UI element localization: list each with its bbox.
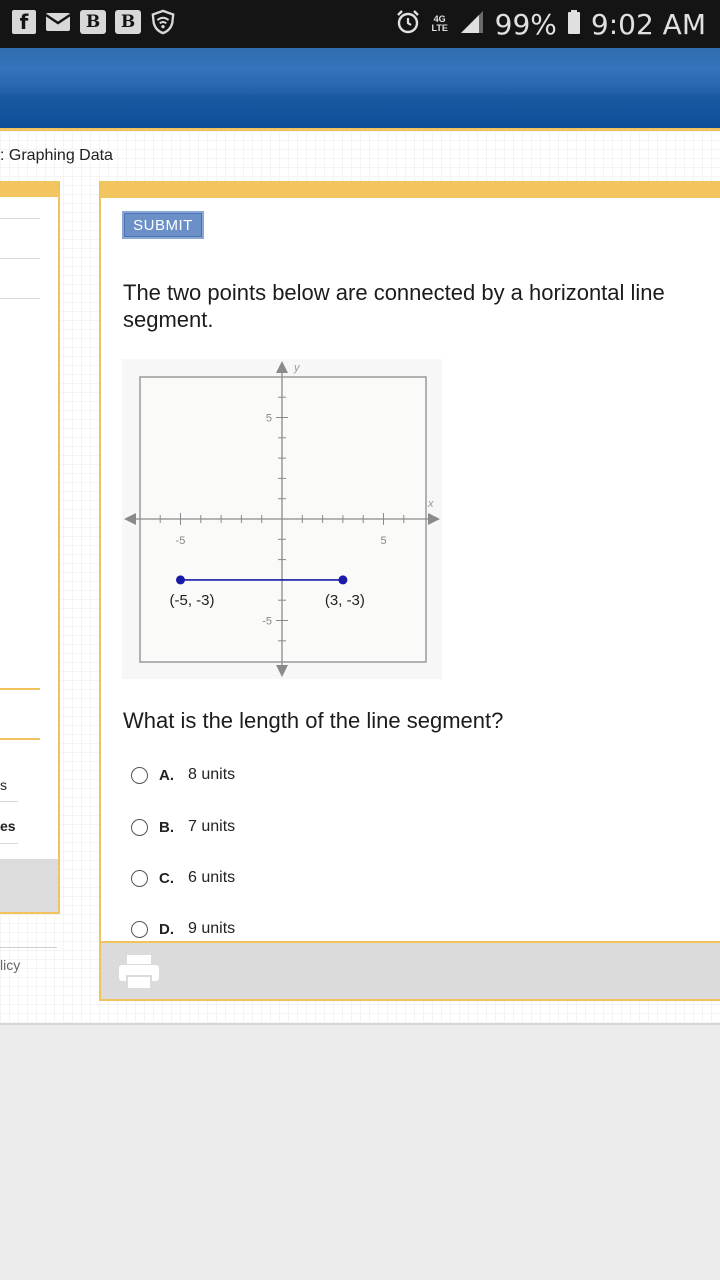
choice-text: 7 units (188, 818, 236, 835)
divider (0, 258, 40, 259)
y-tick-label: 5 (265, 412, 272, 425)
network-type: 4G LTE (431, 14, 448, 33)
radio-button[interactable] (131, 870, 148, 887)
radio-button[interactable] (131, 819, 148, 836)
facebook-icon: f (12, 10, 36, 34)
breadcrumb[interactable]: : Graphing Data (0, 147, 113, 164)
answer-choice-b[interactable] (131, 816, 235, 838)
choice-text: 6 units (188, 869, 236, 886)
print-icon[interactable] (118, 954, 160, 990)
x-tick-label: -5 (175, 535, 186, 547)
data-point (338, 575, 347, 584)
panel-footer (101, 941, 720, 999)
battery-icon (567, 9, 581, 40)
radio-button[interactable] (131, 767, 148, 784)
answer-choice-a[interactable] (131, 764, 235, 786)
y-tick-label: -5 (262, 615, 272, 628)
b-app-icon: B (80, 10, 106, 34)
divider (0, 218, 40, 219)
divider (0, 843, 18, 844)
point-label: (3, -3) (324, 591, 365, 609)
privacy-policy-link[interactable]: licy (0, 957, 21, 973)
sidebar-footer (0, 859, 58, 912)
divider (0, 298, 40, 299)
x-axis-label: x (428, 498, 434, 510)
sidebar-header (0, 181, 58, 197)
mail-icon (45, 9, 71, 35)
wifi-shield-icon (150, 9, 176, 35)
choice-letter: C. (159, 869, 174, 887)
site-header-banner (0, 48, 720, 128)
notification-icons (12, 9, 176, 35)
choice-letter: D. (159, 920, 174, 938)
battery-percent: 99% (494, 7, 557, 41)
answer-choice-c[interactable] (131, 867, 235, 889)
x-tick-label: 5 (380, 535, 387, 547)
question-follow-up: What is the length of the line segment? (123, 708, 504, 733)
divider (0, 801, 18, 802)
divider (0, 738, 40, 740)
choice-text: 8 units (188, 766, 236, 783)
data-point (176, 575, 185, 584)
y-axis-label: y (294, 362, 300, 374)
choice-letter: B. (159, 818, 174, 836)
divider (0, 947, 57, 948)
answer-choice-d[interactable] (131, 918, 235, 940)
signal-icon (459, 9, 485, 40)
coordinate-graph (122, 359, 442, 679)
left-sidebar (0, 181, 60, 914)
clock: 9:02 AM (590, 7, 706, 41)
choice-text: 9 units (188, 920, 236, 937)
b-app-icon: B (115, 10, 141, 34)
sidebar-item-label[interactable]: s (0, 777, 7, 793)
choice-letter: A. (159, 766, 174, 784)
point-label: (-5, -3) (169, 591, 215, 609)
panel-header (101, 181, 720, 198)
page-bottom-border (0, 1023, 720, 1025)
sidebar-item-label[interactable]: es (0, 818, 16, 834)
question-panel (99, 181, 720, 1001)
status-bar (0, 0, 720, 48)
system-status (395, 6, 706, 42)
submit-button[interactable]: SUBMIT (122, 211, 204, 239)
divider (0, 688, 40, 690)
question-prompt: The two points below are connected by a horizontal line segment. (123, 280, 665, 332)
alarm-icon (395, 9, 421, 40)
radio-button[interactable] (131, 921, 148, 938)
